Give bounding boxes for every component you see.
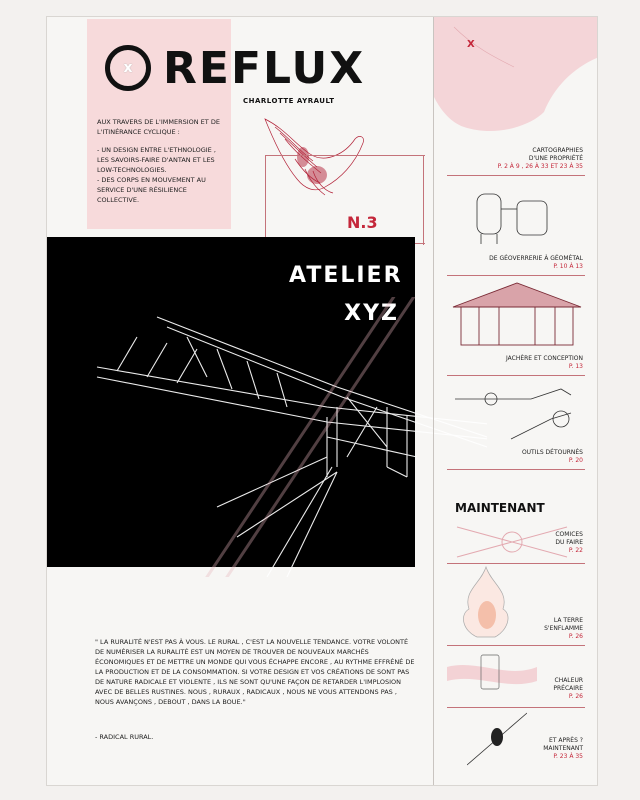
flame-illustration (451, 565, 521, 641)
entry-title: DE GÉOVERRERIE À GÉOMÉTAL (489, 255, 583, 262)
magazine-title: REFLUX (163, 43, 366, 94)
intro-lead: AUX TRAVERS DE L'IMMERSION ET DE L'ITINÉRANCE CYCLIQUE : (97, 118, 220, 136)
manifesto-quote: " LA RURALITÉ N'EST PAS À VOUS. LE RURAL , C'EST LA NOUVELLE TENDANCE. VOTRE VOLONTÉ DE NUMÉRISER LA RURALITÉ EST UN MOYEN DE TROUVER DE NOUVEAUX MARCHÉS ÉCONOMIQUES ET DE METTRE UN MONDE QUI VOUS ÉCHAPPE ENCORE , AU RYTHME EFFRÉNÉ DE LA PRODUCTION ET DE LA CONSOMMATION. SI VOTRE DESIGN ET VOS CRÉATIONS DE SONT PAS DE NATURE RADICALE ET VIOLENTE , ILS NE SONT QU'UNE FAÇON DE RETARDER L'IMPLOSION AVEC DE BELLES RUSTINES. NOUS , RURAUX , RADICAUX , NOUS NE VOUS ATTENDONS PAS , NOUS AVANÇONS , DEBOUT , DANS LA BOUE." (95, 638, 415, 706)
contents-entry[interactable] (547, 531, 583, 555)
entry-pages: P. 2 À 9 , 26 À 33 ET 23 À 35 (497, 163, 583, 170)
tools-illustration (451, 379, 587, 449)
dove-illustration (255, 109, 375, 209)
intro-point-2: - DES CORPS EN MOUVEMENT AU SERVICE D'UNE RÉSILIENCE COLLECTIVE. (97, 176, 206, 204)
entry-pages: P. 10 À 13 (553, 263, 583, 270)
entry-rule (447, 275, 585, 276)
entry-rule (447, 175, 585, 176)
frame-line (265, 155, 266, 245)
entry-rule (447, 563, 585, 564)
entry-title: LA TERRE S'ENFLAMME (544, 617, 583, 632)
structure-sketch (87, 297, 487, 577)
frame-line (423, 155, 424, 245)
entry-title: COMICES DU FAIRE (555, 531, 583, 546)
contents-entry[interactable] (522, 449, 583, 465)
entry-title: OUTILS DÉTOURNÉS (521, 449, 583, 456)
intro-point-1: - UN DESIGN ENTRE L'ETHNOLOGIE , LES SAVOIRS-FAIRE D'ANTAN ET LES LOW-TECHNOLOGIES. (97, 146, 216, 174)
heater-illustration (447, 649, 537, 695)
entry-pages: P. 23 À 35 (553, 753, 583, 760)
entry-rule (447, 469, 585, 470)
barn-illustration (449, 279, 585, 349)
contents-entry[interactable] (539, 737, 583, 761)
entry-pages: P. 22 (568, 547, 583, 554)
author-name: CHARLOTTE AYRAULT (243, 97, 335, 105)
entry-rule (447, 375, 585, 376)
feature-title-line-1: ATELIER (289, 263, 403, 288)
logo-mark (105, 45, 151, 91)
entry-title: JACHÈRE ET CONCEPTION (505, 355, 583, 362)
contents-entry[interactable] (506, 355, 583, 371)
bird-on-wire-illustration (467, 709, 527, 769)
entry-pages: P. 20 (568, 457, 583, 464)
entry-pages: P. 13 (568, 363, 583, 370)
boiler-illustration (467, 189, 567, 249)
intro-text (97, 117, 227, 213)
entry-title: CHALEUR PRÉCAIRE (553, 677, 583, 692)
contents-entry[interactable] (541, 617, 583, 641)
map-fragment (434, 17, 598, 147)
contents-entry[interactable] (489, 255, 583, 271)
entry-title: ET APRÈS ? MAINTENANT (543, 737, 583, 752)
map-marker: X (467, 39, 475, 50)
issue-number: N.3 (347, 213, 378, 232)
now-heading: MAINTENANT (455, 501, 545, 515)
entry-rule (447, 707, 585, 708)
entry-pages: P. 26 (568, 693, 583, 700)
quote-signoff: - RADICAL RURAL. (95, 733, 154, 741)
contents-entry[interactable] (547, 677, 583, 701)
entry-pages: P. 26 (568, 633, 583, 640)
feature-title-line-2: XYZ (344, 301, 399, 326)
entry-rule (447, 645, 585, 646)
logo-glyph: x (123, 60, 133, 76)
frame-line (265, 155, 425, 156)
magazine-cover (46, 16, 598, 786)
contents-entry[interactable] (498, 147, 583, 171)
entry-title: CARTOGRAPHIES D'UNE PROPRIÉTÉ (528, 147, 583, 162)
